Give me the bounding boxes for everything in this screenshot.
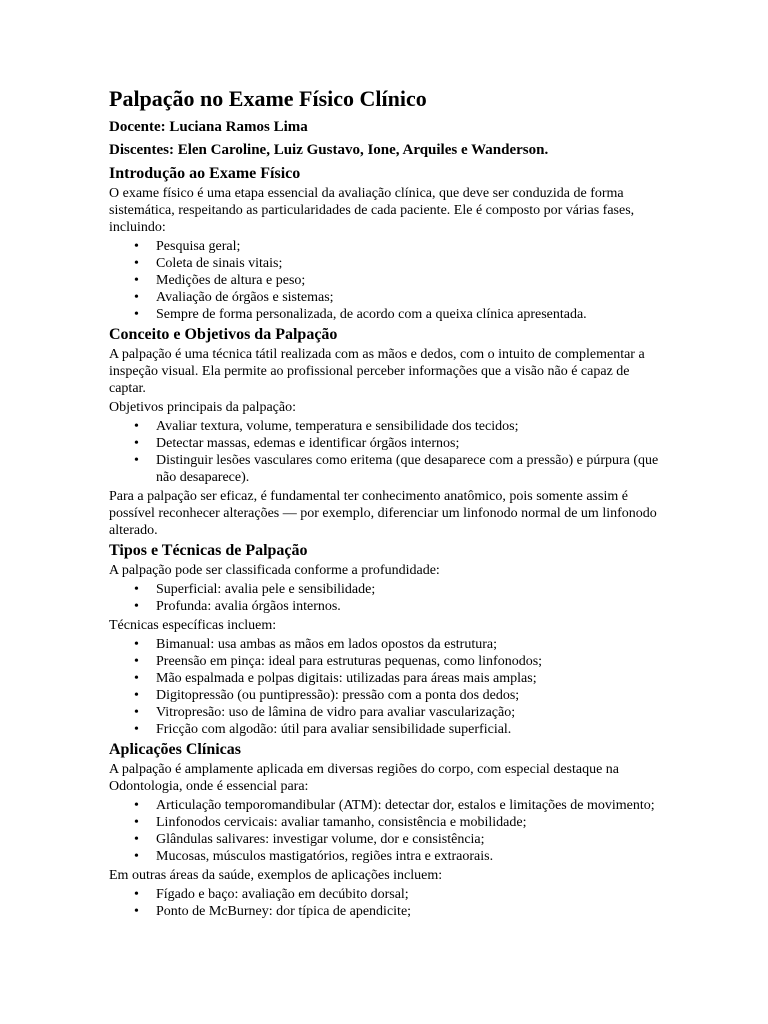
section-heading-aplicacoes: Aplicações Clínicas	[109, 741, 241, 758]
discentes-line: Discentes: Elen Caroline, Luiz Gustavo, Ione, Arquiles e Wanderson.	[109, 142, 549, 158]
docente-line: Docente: Luciana Ramos Lima	[109, 119, 308, 135]
paragraph: Em outras áreas da saúde, exemplos de aplicações incluem:	[109, 868, 443, 883]
document-body	[109, 86, 661, 922]
list-item: • Fígado e baço: avaliação em decúbito dorsal;	[156, 886, 661, 903]
list-item: • Avaliação de órgãos e sistemas;	[156, 289, 661, 306]
list-item: • Distinguir lesões vasculares como eritema (que desaparece com a pressão) e púrpura (que não desaparece).	[156, 452, 661, 486]
list-item: • Ponto de McBurney: dor típica de apendicite;	[156, 903, 661, 920]
section-heading-conceito: Conceito e Objetivos da Palpação	[109, 326, 338, 343]
list-item: • Profunda: avalia órgãos internos.	[156, 598, 661, 615]
list-item: • Digitopressão (ou puntipressão): pressão com a ponta dos dedos;	[156, 687, 661, 704]
list-item: • Preensão em pinça: ideal para estruturas pequenas, como linfonodos;	[156, 653, 661, 670]
list-item: • Coleta de sinais vitais;	[156, 255, 661, 272]
list-item: • Superficial: avalia pele e sensibilidade;	[156, 581, 661, 598]
list-item: • Detectar massas, edemas e identificar órgãos internos;	[156, 435, 661, 452]
list-item: • Bimanual: usa ambas as mãos em lados opostos da estrutura;	[156, 636, 661, 653]
section-heading-introducao: Introdução ao Exame Físico	[109, 165, 301, 182]
bullet-list	[109, 886, 661, 920]
list-item: • Glândulas salivares: investigar volume, dor e consistência;	[156, 831, 661, 848]
bullet-list	[109, 418, 661, 486]
paragraph: Técnicas específicas incluem:	[109, 618, 277, 633]
bullet-list	[109, 238, 661, 323]
section-heading-tipos: Tipos e Técnicas de Palpação	[109, 542, 308, 559]
paragraph: Para a palpação ser eficaz, é fundamental ter conhecimento anatômico, pois somente assim é possível reconhecer alterações — por exemplo, diferenciar um linfonodo normal de um linfonodo alterado.	[109, 489, 657, 538]
list-item: • Mão espalmada e polpas digitais: utilizadas para áreas mais amplas;	[156, 670, 661, 687]
document-title: Palpação no Exame Físico Clínico	[109, 86, 427, 111]
list-item: • Sempre de forma personalizada, de acordo com a queixa clínica apresentada.	[156, 306, 661, 323]
list-item: • Mucosas, músculos mastigatórios, regiões intra e extraorais.	[156, 848, 661, 865]
list-item: • Articulação temporomandibular (ATM): detectar dor, estalos e limitações de movimento;	[156, 797, 661, 814]
bullet-list	[109, 797, 661, 865]
paragraph: Objetivos principais da palpação:	[109, 400, 296, 415]
bullet-list	[109, 581, 661, 615]
list-item: • Avaliar textura, volume, temperatura e sensibilidade dos tecidos;	[156, 418, 661, 435]
list-item: • Linfonodos cervicais: avaliar tamanho, consistência e mobilidade;	[156, 814, 661, 831]
list-item: • Vitropresão: uso de lâmina de vidro para avaliar vascularização;	[156, 704, 661, 721]
list-item: • Medições de altura e peso;	[156, 272, 661, 289]
paragraph: A palpação pode ser classificada conforme a profundidade:	[109, 563, 440, 578]
paragraph: A palpação é amplamente aplicada em diversas regiões do corpo, com especial destaque na Odontologia, onde é essencial para:	[109, 762, 620, 794]
list-item: • Fricção com algodão: útil para avaliar sensibilidade superficial.	[156, 721, 661, 738]
list-item: • Pesquisa geral;	[156, 238, 661, 255]
paragraph: O exame físico é uma etapa essencial da avaliação clínica, que deve ser conduzida de forma sistemática, respeitando as particularidades de cada paciente. Ele é composto por várias fases, incluindo:	[109, 186, 635, 235]
paragraph: A palpação é uma técnica tátil realizada com as mãos e dedos, com o intuito de complementar a inspeção visual. Ela permite ao profissional perceber informações que a visão não é capaz de captar.	[109, 347, 645, 396]
bullet-list	[109, 636, 661, 738]
